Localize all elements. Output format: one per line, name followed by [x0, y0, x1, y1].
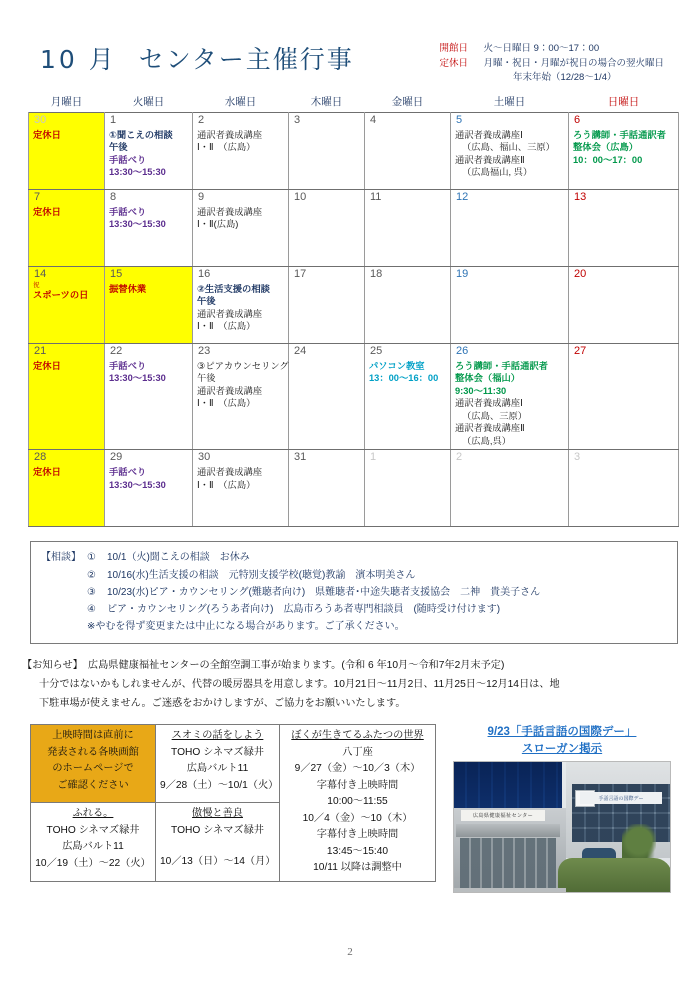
calendar-daynumber-row: [29, 344, 679, 359]
screening-notice-line-2: 発表される各映画館: [47, 746, 139, 758]
movie-venue: TOHO シネマズ緑井: [171, 824, 264, 836]
calendar-day-number: 17: [289, 267, 365, 282]
photo-building-sign: 広島県健康福祉センター: [461, 810, 545, 821]
calendar-event: 通訳者養成講座Ⅱ: [455, 154, 525, 165]
calendar-day-number: 30: [29, 113, 105, 128]
calendar-event: 13:30～15:30: [109, 167, 166, 178]
movie-venue-2: 広島バルト11: [186, 763, 249, 775]
newyear-value: 年末年始（12/28～1/4）: [513, 72, 617, 84]
calendar-event: 13:30～15:30: [109, 373, 166, 384]
page-header: [0, 0, 700, 86]
movie-venue-2: 広島バルト11: [62, 841, 124, 853]
calendar-daynumber-row: [29, 267, 679, 282]
calendar-day-cell: [29, 465, 105, 527]
consultation-item-text: 10/16(水)生活支援の相談 元特別支援学校(聴覚)教諭 濱本明美さん: [107, 569, 416, 581]
movie-dates: 10／13（日）～14（月）: [160, 856, 276, 868]
calendar-day-cell: [365, 128, 451, 190]
consultation-item-number: ①: [87, 552, 96, 564]
calendar-event: 整体会（広島）: [573, 142, 639, 153]
movie-dates: 10／19（土）～22（火）: [35, 857, 151, 869]
movie-cell-suomi: [156, 725, 280, 803]
calendar-day-number: 20: [569, 267, 679, 282]
movie-subtitle-time-2: 13:45～15:40: [326, 845, 389, 857]
calendar-day-number: 12: [451, 190, 569, 205]
announcement-section: [22, 657, 682, 713]
calendar-day-number: 2: [451, 450, 569, 465]
movie-dates-2: 10／4（金）～10（木）: [302, 812, 413, 824]
calendar-day-number: 21: [29, 344, 105, 359]
table-row: [31, 725, 436, 803]
movie-dates-1: 9／27（金）～10／3（木）: [294, 763, 421, 775]
calendar-day-cell: [569, 359, 679, 450]
closed-days-label: 定休日: [439, 57, 468, 69]
title-main: センター主催行事: [138, 45, 354, 74]
calendar-day-number: 7: [29, 190, 105, 205]
calendar-day-cell: [289, 128, 365, 190]
center-building-photo: [453, 761, 671, 893]
movie-venue: TOHO シネマズ緑井: [46, 824, 140, 836]
movie-cell-fureru: [31, 803, 156, 881]
calendar-event: 9:30～11:30: [455, 385, 507, 396]
photo-building-upper-left: [454, 762, 562, 808]
movie-cell-gouman-to-zenryou: [156, 803, 280, 881]
calendar-event: Ⅰ・Ⅱ （広島）: [197, 142, 256, 153]
calendar-event: 祝: [33, 281, 40, 289]
calendar-day-number: 15: [105, 267, 193, 282]
movie-venue: 八丁座: [342, 746, 373, 758]
closed-days-row: [439, 57, 664, 72]
consultation-note: ※やむを得ず変更または中止になる場合があります。ご了承ください。: [87, 621, 405, 633]
movie-title: ふれる。: [72, 808, 114, 820]
calendar-day-number: 8: [105, 190, 193, 205]
calendar-day-cell: [451, 205, 569, 267]
calendar-event: 午後: [109, 142, 128, 153]
calendar-section: [0, 86, 700, 527]
calendar-day-cell: [29, 359, 105, 450]
calendar-event: 通訳者養成講座: [197, 206, 263, 217]
weekday-header-wednesday: 水曜日: [224, 96, 257, 109]
calendar-day-cell: [105, 282, 193, 344]
photo-heading-line-2: スローガン掲示: [521, 742, 603, 755]
open-days-label: 開館日: [439, 43, 468, 54]
photo-slogan-banner: 手話言語の国際デー: [580, 792, 662, 804]
calendar-event-row: [29, 282, 679, 344]
calendar-header-row: [29, 92, 679, 113]
consultation-item: [41, 549, 667, 566]
calendar-event: ②生活支援の相談: [197, 283, 270, 294]
calendar-event: 10：00～17：00: [573, 154, 643, 165]
calendar-day-number: 23: [193, 344, 289, 359]
weekday-header-saturday: 土曜日: [493, 96, 526, 109]
calendar-day-cell: [193, 282, 289, 344]
weekday-header-tuesday: 火曜日: [132, 96, 165, 109]
calendar-event: 午後: [197, 296, 216, 307]
calendar-event-row: [29, 465, 679, 527]
calendar-event: 午後: [197, 373, 216, 384]
opening-hours-box: [439, 34, 676, 86]
calendar-day-cell: [105, 205, 193, 267]
consultation-item-number: ③: [87, 586, 96, 598]
calendar-day-cell: [289, 205, 365, 267]
announcement-line-1: 【お知らせ】 広島県健康福祉センターの全館空調工事が始まります。(令和 6 年10月～令和7年2月末予定): [22, 660, 505, 672]
calendar-event: （広島、福山、三原）: [462, 142, 555, 153]
calendar-day-number: 11: [365, 190, 451, 205]
calendar-event: 通訳者養成講座Ⅰ: [455, 398, 523, 409]
calendar-day-number: 3: [569, 450, 679, 465]
calendar-day-number: 10: [289, 190, 365, 205]
movie-title: 傲慢と善良: [192, 808, 243, 820]
calendar-event: ③ピアカウンセリング: [197, 360, 289, 371]
calendar-day-number: 29: [105, 450, 193, 465]
calendar-event: 通訳者養成講座Ⅰ: [455, 129, 523, 140]
calendar-day-cell: [451, 465, 569, 527]
calendar-day-cell: [569, 465, 679, 527]
calendar-day-cell: [193, 128, 289, 190]
consultation-item-text: 10/23(水)ピア・カウンセリング(難聴者向け) 県難聴者･中途失聴者支援協会 二神 貴美子さん: [107, 586, 541, 598]
movie-cell-futatsu-no-sekai: [280, 725, 436, 882]
calendar-day-cell: [365, 205, 451, 267]
calendar-event: 13：00～16：00: [369, 373, 439, 384]
calendar-event: ①聞こえの相談: [109, 129, 173, 140]
calendar-day-cell: [193, 465, 289, 527]
calendar-day-cell: [29, 128, 105, 190]
calendar-day-number: 30: [193, 450, 289, 465]
calendar-day-number: 1: [365, 450, 451, 465]
calendar-day-cell: [289, 465, 365, 527]
screening-notice-cell: [31, 725, 156, 803]
calendar-event: （広島福山, 呉）: [462, 167, 533, 178]
screening-notice-line-1: 上映時間は直前に: [52, 730, 134, 742]
calendar-day-cell: [365, 465, 451, 527]
calendar-day-number: 1: [105, 113, 193, 128]
movie-title: スオミの話をしよう: [171, 730, 264, 742]
screening-notice-line-4: ご確認ください: [57, 779, 129, 791]
calendar-event: ろう講師・手話通訳者: [573, 129, 666, 140]
consultation-heading: 【相談】: [41, 552, 81, 564]
calendar-day-number: 24: [289, 344, 365, 359]
calendar-daynumber-row: [29, 190, 679, 205]
calendar-day-cell: [193, 359, 289, 450]
calendar-day-cell: [569, 282, 679, 344]
photo-hedge: [558, 858, 671, 893]
calendar-event: 整体会（福山）: [455, 373, 521, 384]
movie-subtitle-label-1: 字幕付き上映時間: [316, 779, 399, 791]
calendar-day-number: 2: [193, 113, 289, 128]
consultation-item: [41, 567, 667, 584]
photo-entrance: [460, 838, 556, 888]
page-number: 2: [347, 946, 353, 958]
open-days-value: 火～日曜日 9：00～17：00: [483, 43, 600, 54]
calendar-day-number: 25: [365, 344, 451, 359]
calendar-day-number: 19: [451, 267, 569, 282]
calendar-event: Ⅰ・Ⅱ(広島): [197, 219, 239, 230]
calendar-event: 振替休業: [109, 283, 147, 294]
calendar-day-cell: [451, 282, 569, 344]
newyear-row: [439, 71, 664, 86]
calendar-event: 手話べり: [109, 206, 147, 217]
calendar-event: 定休日: [33, 360, 61, 371]
calendar-day-number: 4: [365, 113, 451, 128]
calendar-event: ろう講師・手話通訳者: [455, 360, 548, 371]
calendar-event: （広島、三原）: [462, 410, 528, 421]
calendar-day-number: 28: [29, 450, 105, 465]
calendar-day-cell: [365, 282, 451, 344]
calendar-day-cell: [451, 359, 569, 450]
calendar-event: Ⅰ・Ⅱ （広島）: [197, 398, 256, 409]
consultation-item: [41, 584, 667, 601]
movie-subtitle-time-1: 10:00～11:55: [327, 796, 388, 808]
calendar-day-cell: [365, 359, 451, 450]
weekday-header-monday: 月曜日: [50, 96, 83, 109]
announcement-line-2: 十分ではないかもしれませんが、代替の暖房器具を用意します。10月21日～11月2日、11月25日～12月14日は、地: [39, 678, 560, 690]
bottom-section: [30, 724, 682, 893]
calendar-day-cell: [193, 205, 289, 267]
calendar-event: 通訳者養成講座: [197, 129, 263, 140]
calendar-event: 定休日: [33, 129, 61, 140]
page-title: [40, 34, 354, 76]
title-month: 10 月: [40, 45, 117, 74]
calendar-day-number: 5: [451, 113, 569, 128]
calendar-event: 手話べり: [109, 466, 147, 477]
calendar-event-row: [29, 205, 679, 267]
consultation-item-text: 10/1（火)聞こえの相談 お休み: [107, 552, 250, 564]
movie-title: ぼくが生きてるふたつの世界: [291, 730, 424, 742]
calendar-day-cell: [29, 282, 105, 344]
calendar-event: 通訳者養成講座: [197, 308, 263, 319]
calendar-day-number: 6: [569, 113, 679, 128]
photo-section: [446, 724, 678, 893]
movie-subtitle-label-2: 字幕付き上映時間: [316, 829, 399, 841]
movie-venue-2: [160, 839, 275, 854]
calendar-event: Ⅰ・Ⅱ （広島）: [197, 321, 256, 332]
photo-heading: [446, 724, 678, 757]
calendar-day-number: 22: [105, 344, 193, 359]
weekday-header-sunday: 日曜日: [607, 96, 640, 109]
calendar-event: （広島,呉）: [462, 435, 512, 446]
movie-venue: TOHO シネマズ緑井: [171, 746, 264, 758]
calendar-day-cell: [105, 465, 193, 527]
calendar-event-row: [29, 359, 679, 450]
screening-notice-line-3: のホームページで: [52, 763, 134, 775]
announcement-line-3: 下駐車場が使えません。ご迷惑をおかけしますが、ご協力をお願いいたします。: [39, 697, 406, 709]
movie-dates: 9／28（土）～10/1（火）: [160, 779, 279, 791]
calendar-event: 手話べり: [109, 154, 147, 165]
calendar-event: 手話べり: [109, 360, 147, 371]
calendar-event-row: [29, 128, 679, 190]
consultation-item-number: ④: [87, 604, 96, 616]
calendar-day-number: 26: [451, 344, 569, 359]
calendar-table: [28, 92, 679, 527]
consultation-item-number: ②: [87, 569, 96, 581]
calendar-event: Ⅰ・Ⅱ （広島）: [197, 479, 256, 490]
calendar-day-cell: [451, 128, 569, 190]
calendar-day-cell: [29, 205, 105, 267]
calendar-event: 13:30～15:30: [109, 219, 166, 230]
open-days-row: [439, 42, 664, 57]
calendar-event: 通訳者養成講座: [197, 385, 263, 396]
calendar-day-cell: [105, 359, 193, 450]
weekday-header-friday: 金曜日: [391, 96, 424, 109]
calendar-daynumber-row: [29, 113, 679, 128]
calendar-event: 13:30～15:30: [109, 479, 166, 490]
calendar-event: 通訳者養成講座Ⅱ: [455, 423, 525, 434]
calendar-day-cell: [289, 359, 365, 450]
calendar-event: 定休日: [33, 206, 61, 217]
calendar-event: スポーツの日: [33, 290, 89, 301]
consultation-item-text: ピア・カウンセリング(ろうあ者向け) 広島市ろうあ者専門相談員 (随時受け付けます): [107, 604, 501, 616]
calendar-day-number: 3: [289, 113, 365, 128]
photo-entrance-canopy: [456, 824, 560, 837]
calendar-day-number: 31: [289, 450, 365, 465]
calendar-day-number: 14: [29, 267, 105, 282]
calendar-day-number: 27: [569, 344, 679, 359]
calendar-day-cell: [289, 282, 365, 344]
calendar-body: [29, 113, 679, 527]
calendar-day-cell: [105, 128, 193, 190]
consultation-box: [30, 541, 678, 644]
calendar-day-number: 13: [569, 190, 679, 205]
calendar-daynumber-row: [29, 450, 679, 465]
calendar-event: 定休日: [33, 466, 61, 477]
movie-listings-table: [30, 724, 436, 882]
calendar-event: パソコン教室: [369, 360, 425, 371]
photo-ground: [454, 888, 566, 893]
calendar-day-cell: [569, 205, 679, 267]
calendar-day-cell: [569, 128, 679, 190]
calendar-event: 通訳者養成講座: [197, 466, 263, 477]
movie-pending-note: 10/11 以降は調整中: [313, 862, 402, 874]
consultation-item: [41, 601, 667, 618]
photo-heading-line-1: 9/23「手話言語の国際デー」: [487, 726, 637, 739]
closed-days-value: 月曜・祝日・月曜が祝日の場合の翌火曜日: [483, 57, 664, 69]
weekday-header-thursday: 木曜日: [310, 96, 343, 109]
calendar-day-number: 16: [193, 267, 289, 282]
calendar-day-number: 9: [193, 190, 289, 205]
calendar-day-number: 18: [365, 267, 451, 282]
